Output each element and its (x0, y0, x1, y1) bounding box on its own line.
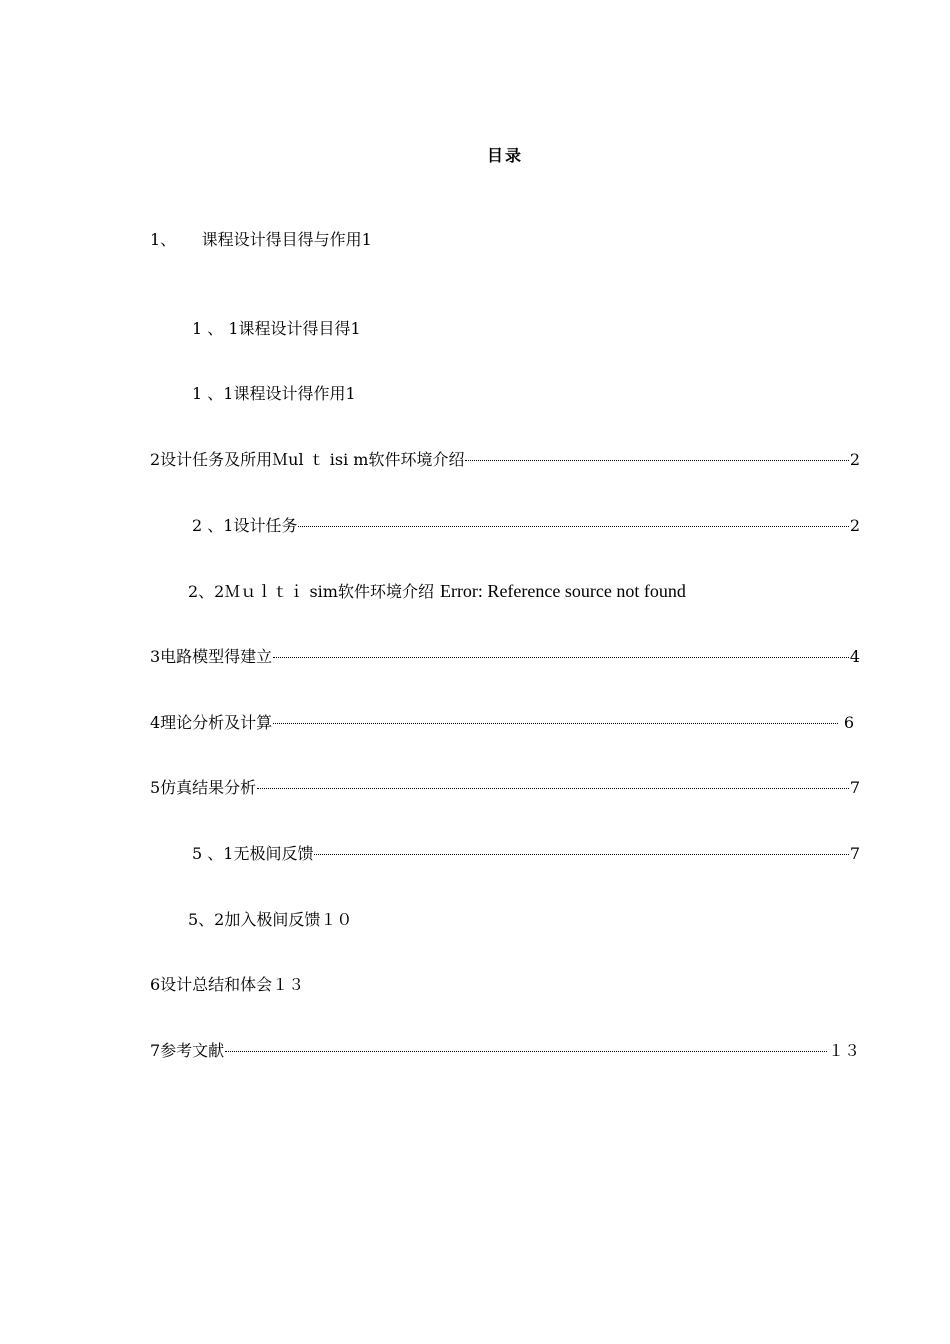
toc-entry-label: 1 、 1课程设计得目得1 (192, 319, 361, 338)
toc-entry-label: 2 、1设计任务 (192, 516, 298, 535)
toc-entry-page: 6 (838, 713, 854, 732)
dot-leader (465, 460, 848, 461)
toc-entry-label: 5、2加入极间反馈１０ (188, 910, 353, 929)
dot-leader (225, 1051, 827, 1052)
toc-entry-label: 2、2Ｍｕｌｔｉ sim软件环境介绍 (188, 582, 434, 601)
toc-entry-label: 1、 课程设计得目得与作用1 (150, 230, 372, 249)
dot-leader (273, 723, 838, 724)
toc-entry-page: 4 (849, 647, 860, 666)
toc-entry-label: 6设计总结和体会１３ (150, 975, 305, 994)
toc-entry-2-1[interactable] (192, 514, 860, 538)
toc-entry-5[interactable] (150, 776, 860, 800)
toc-entry-2[interactable] (150, 448, 860, 472)
toc-entry-label: 4理论分析及计算 (150, 713, 273, 732)
toc-entry-error: Error: Reference source not found (439, 581, 686, 601)
toc-entry-5-2[interactable] (188, 908, 860, 932)
toc-entry-label: 7参考文献 (150, 1041, 225, 1060)
toc-entry-1-1[interactable] (192, 317, 860, 341)
toc-entry-label: 1 、1课程设计得作用1 (192, 384, 356, 403)
toc-entry-page: 2 (849, 516, 860, 535)
toc-entry-page: １３ (827, 1041, 860, 1060)
toc-entry-2-2[interactable] (188, 579, 860, 603)
toc-entry-label: 5仿真结果分析 (150, 778, 257, 797)
toc-entry-5-1[interactable] (192, 842, 860, 866)
toc-entry-page: 7 (849, 844, 860, 863)
toc-entry-4[interactable] (150, 711, 860, 735)
toc-entry-label: 5 、1无极间反馈 (192, 844, 314, 863)
dot-leader (257, 788, 849, 789)
toc-entry-7[interactable] (150, 1039, 860, 1063)
toc-title: 目录 (486, 146, 523, 165)
dot-leader (273, 657, 849, 658)
toc-entry-3[interactable] (150, 645, 860, 669)
dot-leader (298, 526, 848, 527)
dot-leader (314, 854, 848, 855)
toc-entry-page: 2 (849, 450, 860, 469)
toc-entry-label: 3电路模型得建立 (150, 647, 273, 666)
toc-entry-page: 7 (849, 778, 860, 797)
toc-entry-1[interactable] (150, 228, 860, 252)
toc-entry-label: 2设计任务及所用Ｍul ｔ isi m软件环境介绍 (150, 450, 465, 469)
toc-entry-1-2[interactable] (192, 382, 860, 406)
toc-entry-6[interactable] (150, 973, 860, 997)
